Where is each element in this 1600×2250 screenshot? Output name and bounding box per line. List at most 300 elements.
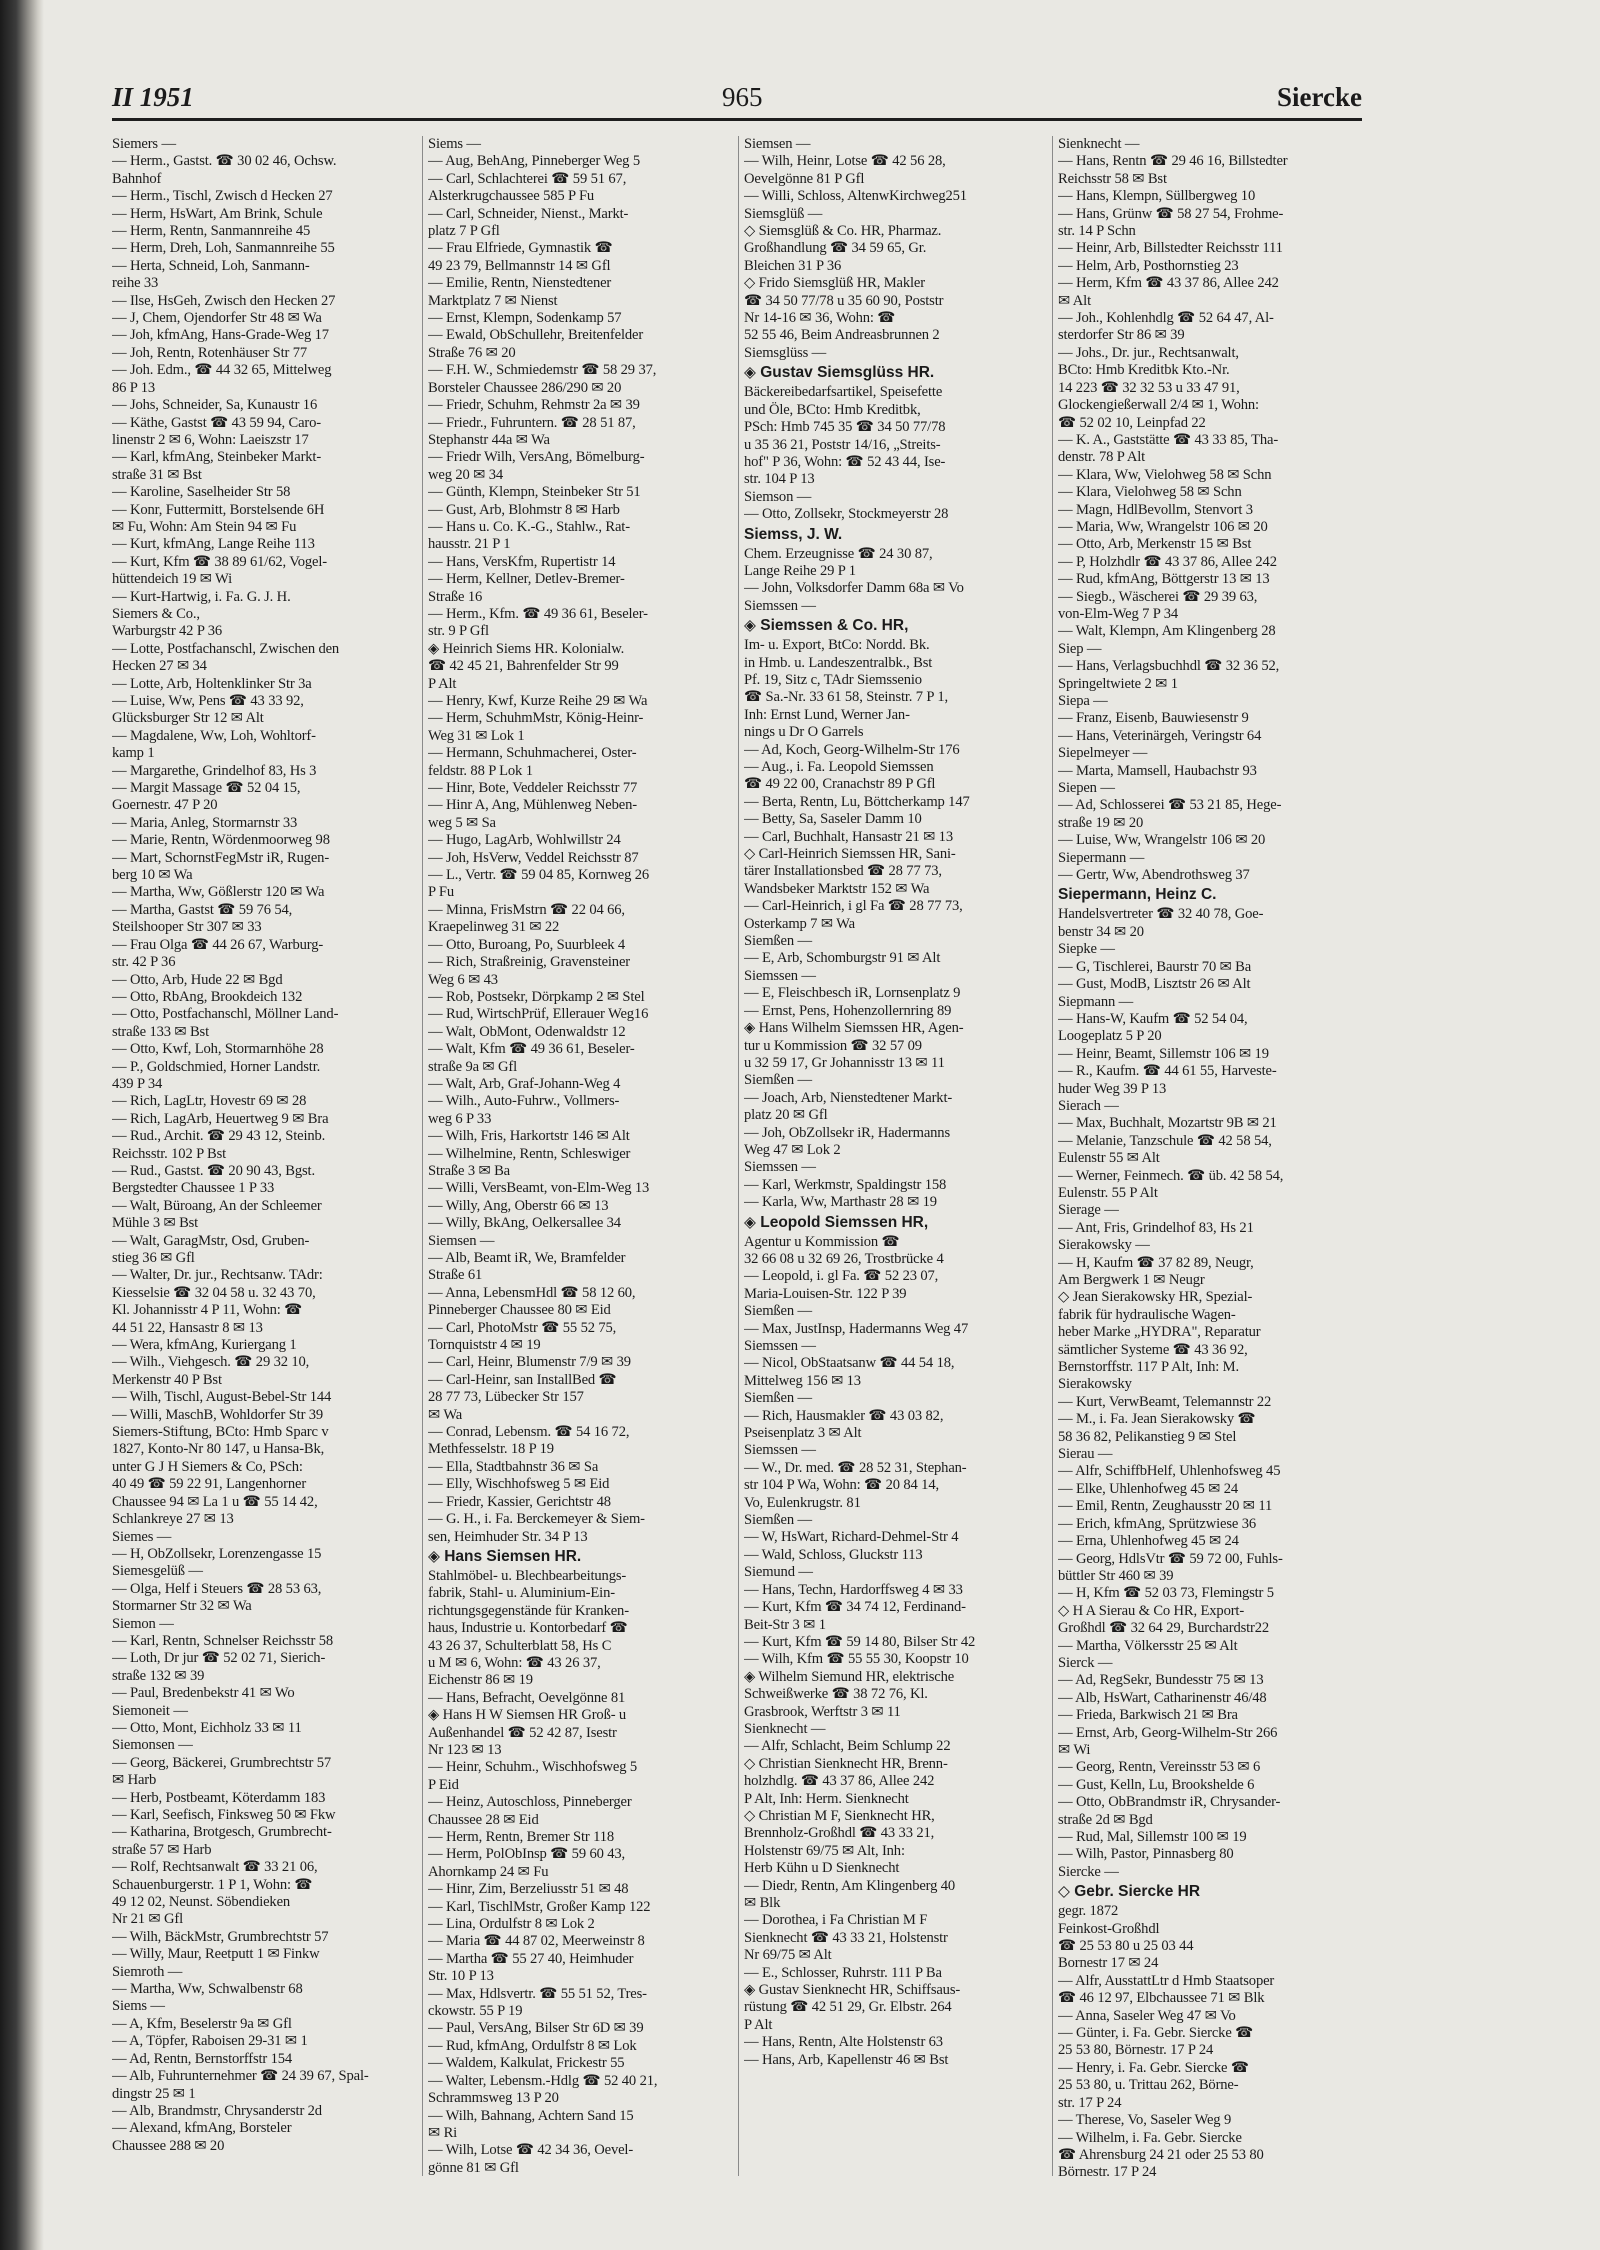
directory-entry-line: nings u Dr O Garrels [744, 724, 864, 741]
directory-entry-line: — Kurt, VerwBeamt, Telemannstr 22 [1058, 1393, 1272, 1410]
directory-entry-line: Siemsen — [428, 1232, 495, 1249]
directory-entry-line: — Rich, LagLtr, Hovestr 69 ✉ 28 [112, 1093, 307, 1110]
book-spine-shadow [0, 0, 44, 2250]
directory-entry-line: — Johs., Dr. jur., Rechtsanwalt, [1058, 344, 1239, 361]
directory-entry-line: Sierage — [1058, 1202, 1119, 1219]
directory-entry-line: weg 6 P 33 [428, 1110, 492, 1127]
directory-entry-line: Weg 6 ✉ 43 [428, 971, 498, 988]
directory-entry-line: — Herm, SchuhmMstr, König-Heinr- [428, 710, 644, 727]
directory-entry-line: Hecken 27 ✉ 34 [112, 658, 207, 675]
directory-entry-line: ◈ Hans Wilhelm Siemssen HR, Agen- [744, 1020, 964, 1037]
directory-entry-line: 86 P 13 [112, 379, 156, 396]
directory-entry-line: — Aug, BehAng, Pinneberger Weg 5 [428, 153, 640, 170]
directory-entry-line: ☎ 49 22 00, Cranachstr 89 P Gfl [744, 776, 936, 793]
directory-entry-line: — Loth, Dr jur ☎ 52 02 71, Sierich- [112, 1650, 326, 1667]
directory-entry-line: — E, Arb, Schomburgstr 91 ✉ Alt [744, 950, 941, 967]
directory-entry-line: Siems — [112, 1998, 165, 2015]
directory-entry-line: — Walter, Dr. jur., Rechtsanw. TAdr: [112, 1267, 323, 1284]
directory-entry-line: — Wilh., Auto-Fuhrw., Vollmers- [428, 1093, 620, 1110]
directory-entry-line: Siemßen — [744, 1390, 812, 1407]
directory-entry-line: — Ad, Schlosserei ☎ 53 21 85, Hege- [1058, 797, 1282, 814]
directory-entry-line: — Margarethe, Grindelhof 83, Hs 3 [112, 762, 317, 779]
directory-entry-line: str. 9 P Gfl [428, 623, 489, 640]
directory-entry-line: ✉ Wa [428, 1406, 463, 1423]
directory-entry-line: — Diedr, Rentn, Am Klingenberg 40 [744, 1877, 956, 1894]
directory-entry-line: — Maria, Ww, Wrangelstr 106 ✉ 20 [1058, 518, 1268, 535]
directory-entry-line: — Alb, Fuhrunternehmer ☎ 24 39 67, Spal- [112, 2068, 369, 2085]
directory-entry-line: Siemroth — [112, 1963, 183, 1980]
directory-entry-line: str. 104 P 13 [744, 471, 815, 488]
directory-entry-line: — Rud, WirtschPrüf, Ellerauer Weg16 [428, 1006, 649, 1023]
directory-entry-line: — Herm, Dreh, Loh, Sanmannreihe 55 [112, 240, 335, 257]
directory-entry-line: 28 77 73, Lübecker Str 157 [428, 1389, 584, 1406]
directory-entry-line: — Joh, Rentn, Rotenhäuser Str 77 [112, 344, 308, 361]
directory-entry-line: — Heinz, Autoschloss, Pinneberger [428, 1794, 632, 1811]
directory-entry-line: — Rud, kfmAng, Böttgerstr 13 ✉ 13 [1058, 571, 1270, 588]
directory-page [112, 72, 1362, 2192]
directory-entry-line: Alsterkrugchaussee 585 P Fu [428, 188, 595, 205]
directory-entry-line: P Fu [428, 884, 455, 901]
directory-entry-line: — Wald, Schloss, Gluckstr 113 [744, 1546, 923, 1563]
directory-entry-line: — Otto, Arb, Hude 22 ✉ Bgd [112, 971, 283, 988]
directory-entry-line: — Joh, kfmAng, Hans-Grade-Weg 17 [112, 327, 329, 344]
directory-entry-line: — Katharina, Brotgesch, Grumbrecht- [112, 1824, 332, 1841]
directory-entry-line: — Henry, i. Fa. Gebr. Siercke ☎ [1058, 2059, 1249, 2076]
directory-entry-line: — Georg, Rentn, Vereinsstr 53 ✉ 6 [1058, 1759, 1261, 1776]
directory-entry-line: 439 P 34 [112, 1075, 163, 1092]
directory-entry-line: Mühle 3 ✉ Bst [112, 1215, 199, 1232]
directory-entry-line: Sienknecht — [744, 1720, 826, 1737]
directory-entry-line: straße 133 ✉ Bst [112, 1023, 209, 1040]
directory-entry-line: str. 17 P 24 [1058, 2094, 1122, 2111]
directory-entry-line: — Carl, Heinr, Blumenstr 7/9 ✉ 39 [428, 1354, 631, 1371]
directory-entry-line: Holstenstr 69/75 ✉ Alt, Inh: [744, 1842, 905, 1859]
directory-entry-line: — Hans-W, Kaufm ☎ 52 54 04, [1058, 1010, 1248, 1027]
directory-entry-line: Str. 10 P 13 [428, 1968, 494, 1985]
directory-entry-line: — Walt, GaragMstr, Osd, Gruben- [112, 1232, 310, 1249]
directory-entry-line: — Alfr, SchiffbHelf, Uhlenhofsweg 45 [1058, 1463, 1281, 1480]
directory-entry-line: — Magdalene, Ww, Loh, Wohltorf- [112, 727, 316, 744]
directory-entry-line: — Conrad, Lebensm. ☎ 54 16 72, [428, 1424, 630, 1441]
directory-entry-line: Siemson — [744, 488, 812, 505]
directory-entry-line: fabrik, Stahl- u. Aluminium-Ein- [428, 1585, 615, 1602]
directory-entry-line: — Hugo, LagArb, Wohlwillstr 24 [428, 832, 621, 849]
directory-entry-line: gönne 81 ✉ Gfl [428, 2159, 519, 2176]
directory-entry-line: Beit-Str 3 ✉ 1 [744, 1616, 826, 1633]
directory-entry-line: — Franz, Eisenb, Bauwiesenstr 9 [1058, 710, 1249, 727]
directory-entry-line: — Georg, Bäckerei, Grumbrechtstr 57 [112, 1754, 331, 1771]
directory-entry-line: Chem. Erzeugnisse ☎ 24 30 87, [744, 545, 933, 562]
directory-entry-line: — Rud, Mal, Sillemstr 100 ✉ 19 [1058, 1829, 1247, 1845]
firm-heading: ◈ Hans Siemsen HR. [428, 1547, 582, 1565]
directory-entry-line: Chaussee 288 ✉ 20 [112, 2137, 225, 2154]
column-4 [1058, 136, 1362, 2176]
directory-entry-line: Brennholz-Großhdl ☎ 43 33 21, [744, 1825, 935, 1842]
directory-entry-line: hüttendeich 19 ✉ Wi [112, 571, 232, 588]
directory-entry-line: — Hans u. Co. K.-G., Stahlw., Rat- [428, 518, 630, 535]
directory-entry-line: — Minna, FrisMstrn ☎ 22 04 66, [428, 901, 625, 918]
directory-entry-line: u 32 59 17, Gr Johannisstr 13 ✉ 11 [744, 1054, 945, 1071]
directory-entry-line: Bergstedter Chaussee 1 P 33 [112, 1180, 275, 1197]
directory-entry-line: ◈ Heinrich Siems HR. Kolonialw. [428, 640, 625, 657]
firm-heading: Siemss, J. W. [744, 525, 843, 543]
column-divider [738, 136, 739, 2176]
directory-entry-line: — Wilh, Fris, Harkortstr 146 ✉ Alt [428, 1128, 630, 1145]
column-3 [744, 136, 1048, 2176]
directory-entry-line: — Max, Hdlsvertr. ☎ 55 51 52, Tres- [428, 1985, 647, 2002]
directory-entry-line: — Wilh, BäckMstr, Grumbrechtstr 57 [112, 1928, 329, 1945]
page-keyword: Siercke [1277, 82, 1362, 112]
directory-entry-line: straße 2d ✉ Bgd [1058, 1811, 1153, 1828]
directory-entry-line: Chaussee 28 ✉ Eid [428, 1811, 539, 1828]
directory-entry-line: P Alt [428, 675, 457, 692]
directory-entry-line: PSch: Hmb 745 35 ☎ 34 50 77/78 [744, 419, 946, 436]
directory-entry-line: ◇ H A Sierau & Co HR, Export- [1058, 1602, 1245, 1619]
directory-entry-line: — Elly, Wischhofsweg 5 ✉ Eid [428, 1476, 610, 1493]
directory-entry-line: Eulenstr. 55 P Alt [1058, 1184, 1158, 1201]
directory-entry-line: ☎ 42 45 21, Bahrenfelder Str 99 [428, 658, 619, 675]
directory-entry-line: — Joh. Edm., ☎ 44 32 65, Mittelweg [112, 362, 332, 379]
directory-entry-line: Glücksburger Str 12 ✉ Alt [112, 710, 264, 727]
directory-entry-line: ✉ Fu, Wohn: Am Stein 94 ✉ Fu [112, 518, 297, 535]
directory-entry-line: ✉ Blk [744, 1895, 781, 1911]
directory-entry-line: — Johs, Schneider, Sa, Kunaustr 16 [112, 397, 318, 414]
directory-entry-line: — Rud., Gastst. ☎ 20 90 43, Bgst. [112, 1162, 315, 1179]
directory-entry-line: 49 23 79, Bellmannstr 14 ✉ Gfl [428, 257, 611, 274]
directory-entry-line: Tornquiststr 4 ✉ 19 [428, 1337, 541, 1354]
directory-entry-line: 49 12 02, Neunst. Söbendieken [112, 1894, 291, 1911]
directory-entry-line: Siepen — [1058, 780, 1115, 797]
directory-entry-line: — Kurt, Kfm ☎ 59 14 80, Bilser Str 42 [744, 1633, 976, 1650]
directory-entry-line: ◇ Christian Sienknecht HR, Brenn- [744, 1755, 948, 1772]
directory-entry-line: Sierakowsky [1058, 1376, 1132, 1393]
directory-entry-line: rüstung ☎ 42 51 29, Gr. Elbstr. 264 [744, 1999, 952, 2016]
directory-entry-line: Siems — [428, 136, 481, 152]
directory-entry-line: platz 7 P Gfl [428, 223, 500, 240]
directory-entry-line: — Rich, LagArb, Heuertweg 9 ✉ Bra [112, 1110, 329, 1127]
directory-entry-line: Pinneberger Chaussee 80 ✉ Eid [428, 1302, 611, 1319]
directory-entry-line: — Friedr, Kassier, Gerichtstr 48 [428, 1493, 611, 1510]
column-1 [112, 136, 416, 2176]
directory-entry-line: Siemsen — [744, 136, 811, 152]
directory-entry-line: Siepa — [1058, 693, 1108, 709]
directory-entry-line: — Hans, Veterinärgeh, Veringstr 64 [1058, 727, 1262, 744]
directory-entry-line: Goernestr. 47 P 20 [112, 797, 218, 814]
directory-entry-line: linenstr 2 ✉ 6, Wohn: Laeiszstr 17 [112, 431, 309, 448]
directory-entry-line: Nr 21 ✉ Gfl [112, 1911, 183, 1928]
directory-entry-line: — W., Dr. med. ☎ 28 52 31, Stephan- [744, 1459, 967, 1476]
directory-entry-line: — Otto, Buroang, Po, Suurbleek 4 [428, 936, 626, 953]
directory-entry-line: — Frau Olga ☎ 44 26 67, Warburg- [112, 936, 324, 953]
directory-entry-line: — Klara, Vielohweg 58 ✉ Schn [1058, 484, 1242, 501]
directory-entry-line: — Karla, Ww, Marthastr 28 ✉ 19 [744, 1194, 937, 1211]
directory-entry-line: straße 31 ✉ Bst [112, 466, 202, 483]
directory-entry-line: Loogeplatz 5 P 20 [1058, 1028, 1162, 1045]
directory-entry-line: — Otto, Kwf, Loh, Stormarnhöhe 28 [112, 1041, 324, 1058]
directory-entry-line: — Werner, Feinmech. ☎ üb. 42 58 54, [1058, 1167, 1284, 1184]
directory-entry-line: — Frieda, Barkwisch 21 ✉ Bra [1058, 1707, 1238, 1724]
directory-entry-line: — Kurt, kfmAng, Lange Reihe 113 [112, 536, 315, 553]
directory-entry-line: — Rolf, Rechtsanwalt ☎ 33 21 06, [112, 1859, 318, 1876]
directory-entry-line: — Max, Buchhalt, Mozartstr 9B ✉ 21 [1058, 1115, 1277, 1132]
directory-entry-line: — Hans, VersKfm, Rupertistr 14 [428, 553, 616, 570]
directory-entry-line: Steilshooper Str 307 ✉ 33 [112, 919, 262, 936]
directory-entry-line: — Anna, Saseler Weg 47 ✉ Vo [1058, 2007, 1236, 2024]
directory-entry-line: Stormarner Str 32 ✉ Wa [112, 1598, 252, 1615]
directory-entry-line: — Klara, Ww, Vielohweg 58 ✉ Schn [1058, 466, 1272, 483]
directory-entry-line: — Rob, Postsekr, Dörpkamp 2 ✉ Stel [428, 988, 645, 1005]
directory-entry-line: Siemsglüss — [744, 344, 827, 361]
directory-entry-line: — Karl, kfmAng, Steinbeker Markt- [112, 449, 322, 466]
directory-entry-line: — Herm, PolObInsp ☎ 59 60 43, [428, 1846, 626, 1863]
directory-entry-line: — E, Fleischbesch iR, Lornsenplatz 9 [744, 985, 961, 1002]
directory-entry-line: — Kurt-Hartwig, i. Fa. G. J. H. [112, 588, 291, 605]
directory-entry-line: — Gust, Kelln, Lu, Brookshelde 6 [1058, 1776, 1255, 1793]
directory-entry-line: Siemon — [112, 1615, 174, 1632]
directory-entry-line: Siemssen — [744, 1159, 816, 1176]
directory-entry-line: 40 49 ☎ 59 22 91, Langenhorner [112, 1476, 307, 1493]
directory-entry-line: — Hermann, Schuhmacherei, Oster- [428, 745, 637, 762]
directory-entry-line: Reichsstr. 102 P Bst [112, 1145, 227, 1162]
directory-entry-line: — Nicol, ObStaatsanw ☎ 44 54 18, [744, 1355, 955, 1372]
directory-entry-line: Pf. 19, Sitz c, TAdr Siemssenio [744, 671, 922, 688]
directory-entry-line: hof" P 36, Wohn: ☎ 52 43 44, Ise- [744, 453, 946, 470]
directory-entry-line: u 35 36 21, Poststr 14/16, „Streits- [744, 436, 941, 453]
directory-entry-line: Stahlmöbel- u. Blechbearbeitungs- [428, 1567, 627, 1584]
directory-entry-line: — A, Kfm, Beselerstr 9a ✉ Gfl [112, 2015, 292, 2032]
directory-entry-line: — Walt, Kfm ☎ 49 36 61, Beseler- [428, 1041, 635, 1058]
directory-entry-line: büttler Str 460 ✉ 39 [1058, 1567, 1174, 1584]
directory-entry-line: — Marie, Rentn, Wördenmoorweg 98 [112, 832, 330, 849]
directory-entry-line: Chaussee 94 ✉ La 1 u ☎ 55 14 42, [112, 1493, 318, 1510]
directory-entry-line: — Georg, HdlsVtr ☎ 59 72 00, Fuhls- [1058, 1550, 1283, 1567]
directory-entry-line: Im- u. Export, BtCo: Nordd. Bk. [744, 637, 930, 654]
directory-entry-line: Kraepelinweg 31 ✉ 22 [428, 919, 560, 936]
directory-entry-line: ◈ Wilhelm Siemund HR, elektrische [744, 1668, 955, 1685]
directory-entry-line: — Ilse, HsGeh, Zwisch den Hecken 27 [112, 292, 336, 309]
directory-entry-line: — Paul, Bredenbekstr 41 ✉ Wo [112, 1685, 295, 1702]
directory-entry-line: ☎ Sa.-Nr. 33 61 58, Steinstr. 7 P 1, [744, 689, 948, 706]
header-rule [112, 118, 1362, 121]
directory-entry-line: P Alt, Inh: Herm. Sienknecht [744, 1790, 909, 1807]
directory-entry-line: — Carl, PhotoMstr ☎ 55 52 75, [428, 1319, 617, 1336]
directory-entry-line: Lange Reihe 29 P 1 [744, 562, 856, 579]
directory-entry-line: Siepmann — [1058, 993, 1134, 1010]
directory-entry-line: und Öle, BCto: Hmb Kreditbk, [744, 401, 921, 418]
directory-entry-line: — Marta, Mamsell, Haubachstr 93 [1058, 762, 1257, 779]
directory-entry-line: Osterkamp 7 ✉ Wa [744, 915, 855, 932]
directory-entry-line: 25 53 80, Börnestr. 17 P 24 [1058, 2042, 1214, 2059]
directory-entry-line: Warburgstr 42 P 36 [112, 623, 223, 640]
directory-entry-line: Sienknecht ☎ 43 33 21, Holstenstr [744, 1929, 948, 1946]
directory-entry-line: Grasbrook, Werftstr 3 ✉ 11 [744, 1703, 901, 1720]
directory-entry-line: ☎ 34 50 77/78 u 35 60 90, Poststr [744, 292, 944, 309]
directory-entry-line: Siemoneit — [112, 1702, 188, 1719]
directory-entry-line: — Carl-Heinr, san InstallBed ☎ [428, 1371, 617, 1388]
directory-entry-line: ◇ Carl-Heinrich Siemssen HR, Sani- [744, 846, 956, 863]
directory-entry-line: — Martha, Ww, Gößlerstr 120 ✉ Wa [112, 884, 325, 901]
directory-entry-line: — L., Vertr. ☎ 59 04 85, Kornweg 26 [428, 867, 650, 884]
directory-entry-line: straße 57 ✉ Harb [112, 1841, 212, 1858]
directory-entry-line: — Walter, Lebensm.-Hdlg ☎ 52 40 21, [428, 2072, 658, 2089]
directory-entry-line: — Friedr Wilh, VersAng, Bömelburg- [428, 449, 645, 466]
directory-entry-line: Weg 31 ✉ Lok 1 [428, 727, 525, 744]
directory-entry-line: tur u Kommission ☎ 32 57 09 [744, 1037, 922, 1054]
directory-entry-line: — Otto, RbAng, Brookdeich 132 [112, 988, 303, 1005]
directory-entry-line: Siemßen — [744, 933, 812, 950]
directory-entry-line: — Ad, RegSekr, Bundesstr 75 ✉ 13 [1058, 1672, 1264, 1689]
directory-entry-line: P Eid [428, 1776, 459, 1793]
directory-entry-line: — Joach, Arb, Nienstedtener Markt- [744, 1089, 953, 1106]
directory-entry-line: — Walt, Klempn, Am Klingenberg 28 [1058, 623, 1276, 640]
directory-entry-line: — Alfr, Schlacht, Beim Schlump 22 [744, 1738, 951, 1755]
directory-entry-line: — Emilie, Rentn, Nienstedtener [428, 275, 612, 292]
directory-entry-line: Siemssen — [744, 1338, 816, 1354]
directory-entry-line: — Wilhelm, i. Fa. Gebr. Siercke [1058, 2129, 1242, 2146]
directory-entry-line: — Joh., Kohlenhdlg ☎ 52 64 47, Al- [1058, 310, 1274, 327]
directory-entry-line: — Wilh, Heinr, Lotse ☎ 42 56 28, [744, 153, 946, 170]
directory-entry-line: Kl. Johannisstr 4 P 11, Wohn: ☎ [112, 1302, 303, 1319]
directory-entry-line: — Paul, VersAng, Bilser Str 6D ✉ 39 [428, 2020, 644, 2037]
directory-entry-line: Siemssen — [744, 597, 816, 614]
directory-entry-line: Straße 3 ✉ Ba [428, 1162, 511, 1179]
directory-entry-line: — Helm, Arb, Posthornstieg 23 [1058, 257, 1239, 274]
firm-heading: ◈ Gustav Siemsglüss HR. [744, 364, 935, 382]
directory-entry-line: — W, HsWart, Richard-Dehmel-Str 4 [744, 1529, 959, 1546]
directory-entry-line: 25 53 80, u. Trittau 262, Börne- [1058, 2077, 1239, 2094]
directory-entry-line: Handelsvertreter ☎ 32 40 78, Goe- [1058, 906, 1264, 923]
directory-entry-line: — Karl, Rentn, Schnelser Reichsstr 58 [112, 1632, 334, 1649]
directory-entry-line: — Wera, kfmAng, Kuriergang 1 [112, 1337, 297, 1354]
directory-entry-line: str. 14 P Schn [1058, 223, 1136, 240]
directory-entry-line: Bäckereibedarfsartikel, Speisefette [744, 384, 943, 401]
directory-entry-line: — Willi, Schloss, AltenwKirchweg251 [744, 188, 967, 205]
directory-entry-line: heber Marke „HYDRA", Reparatur [1058, 1324, 1261, 1341]
directory-entry-line: — Friedr, Schuhm, Rehmstr 2a ✉ 39 [428, 397, 640, 414]
directory-entry-line: Siemesgelüß — [112, 1563, 203, 1580]
directory-entry-line: Vo, Eulenkrugstr. 81 [744, 1494, 861, 1511]
directory-entry-line: — Herm., Tischl, Zwisch d Hecken 27 [112, 188, 333, 205]
directory-entry-line: ◇ Christian M F, Sienknecht HR, [744, 1807, 935, 1824]
directory-entry-line: — Herm, Kellner, Detlev-Bremer- [428, 571, 625, 588]
directory-entry-line: — Wilh, Lotse ☎ 42 34 36, Oevel- [428, 2142, 634, 2159]
directory-entry-line: Siep — [1058, 640, 1102, 657]
directory-entry-line: — Max, JustInsp, Hadermanns Weg 47 [744, 1320, 969, 1337]
directory-entry-line: holzhdlg. ☎ 43 37 86, Allee 242 [744, 1773, 935, 1790]
directory-entry-line: — John, Volksdorfer Damm 68a ✉ Vo [744, 580, 964, 597]
directory-entry-line: denstr. 78 P Alt [1058, 449, 1146, 466]
directory-entry-line: ☎ 25 53 80 u 25 03 44 [1058, 1938, 1194, 1955]
directory-entry-line: unter G J H Siemers & Co, PSch: [112, 1458, 303, 1475]
directory-entry-line: 1827, Konto-Nr 80 147, u Hansa-Bk, [112, 1441, 325, 1458]
directory-entry-line: — Gust, ModB, Lisztstr 26 ✉ Alt [1058, 976, 1251, 993]
directory-entry-line: str 104 P Wa, Wohn: ☎ 20 84 14, [744, 1477, 939, 1494]
directory-entry-line: Reichsstr 58 ✉ Bst [1058, 170, 1167, 187]
directory-entry-line: Merkenstr 40 P Bst [112, 1371, 222, 1388]
directory-entry-line: Siemßen — [744, 1303, 812, 1320]
directory-entry-line: — Alb, Beamt iR, We, Bramfelder [428, 1250, 626, 1266]
directory-entry-line: Bernstorffstr. 117 P Alt, Inh: M. [1058, 1359, 1239, 1376]
directory-entry-line: Herb Kühn u D Sienknecht [744, 1860, 900, 1877]
firm-heading: ◈ Leopold Siemssen HR, [744, 1213, 929, 1231]
directory-entry-line: straße 132 ✉ 39 [112, 1667, 205, 1684]
directory-entry-line: — Waldem, Kalkulat, Frickestr 55 [428, 2055, 625, 2072]
directory-entry-line: Sierakowsky — [1058, 1237, 1150, 1254]
directory-entry-line: Stephanstr 44a ✉ Wa [428, 431, 550, 448]
directory-entry-line: — Maria ☎ 44 87 02, Meerweinstr 8 [428, 1933, 645, 1950]
directory-entry-line: — Lotte, Postfachanschl, Zwischen den [112, 640, 340, 657]
directory-entry-line: — Carl, Schlachterei ☎ 59 51 67, [428, 170, 627, 187]
directory-entry-line: Siemsglüß — [744, 205, 823, 222]
directory-entry-line: ☎ 46 12 97, Elbchaussee 71 ✉ Blk [1058, 1990, 1265, 2007]
directory-entry-line: — Lina, Ordulfstr 8 ✉ Lok 2 [428, 1916, 595, 1933]
directory-entry-line: — Erna, Uhlenhofweg 45 ✉ 24 [1058, 1533, 1239, 1550]
directory-entry-line: — Betty, Sa, Saseler Damm 10 [744, 811, 922, 828]
directory-entry-line: Siemonsen — [112, 1737, 193, 1754]
directory-entry-line: — Rud., Archit. ☎ 29 43 12, Steinb. [112, 1128, 326, 1145]
column-2 [428, 136, 732, 2176]
directory-entry-line: — Carl-Heinrich, i gl Fa ☎ 28 77 73, [744, 898, 963, 915]
directory-entry-line: — Wilh, Bahnang, Achtern Sand 15 [428, 2107, 634, 2124]
directory-entry-line: — Willy, BkAng, Oelkersallee 34 [428, 1215, 621, 1232]
directory-entry-line: — Joh, ObZollsekr iR, Hadermanns [744, 1124, 950, 1141]
directory-entry-line: — Gertr, Ww, Abendrothsweg 37 [1058, 867, 1250, 884]
directory-entry-line: — Herm, HsWart, Am Brink, Schule [112, 205, 323, 222]
directory-entry-line: Siemers-Stiftung, BCto: Hmb Sparc v [112, 1424, 329, 1441]
directory-entry-line: — Alb, Brandmstr, Chrysanderstr 2d [112, 2102, 322, 2119]
directory-entry-line: — Margit Massage ☎ 52 04 15, [112, 780, 301, 797]
directory-entry-line: Am Bergwerk 1 ✉ Neugr [1058, 1272, 1205, 1288]
directory-entry-line: — Karl, TischlMstr, Großer Kamp 122 [428, 1898, 651, 1915]
directory-entry-line: — Emil, Rentn, Zeughausstr 20 ✉ 11 [1058, 1498, 1273, 1515]
directory-entry-line: Straße 16 [428, 588, 483, 605]
directory-entry-line: str. 42 P 36 [112, 954, 176, 971]
directory-entry-line: — Wilh, Tischl, August-Bebel-Str 144 [112, 1389, 332, 1406]
directory-entry-line: ✉ Alt [1058, 292, 1091, 309]
directory-entry-line: — Willi, MaschB, Wohldorfer Str 39 [112, 1406, 324, 1423]
directory-entry-line: — Alb, HsWart, Catharinenstr 46/48 [1058, 1689, 1267, 1706]
directory-entry-line: — Ant, Fris, Grindelhof 83, Hs 21 [1058, 1219, 1254, 1236]
directory-entry-line: 52 55 46, Beim Andreasbrunnen 2 [744, 327, 940, 344]
directory-entry-line: Wandsbeker Marktstr 152 ✉ Wa [744, 880, 930, 897]
directory-entry-line: Nr 14-16 ✉ 36, Wohn: ☎ [744, 310, 896, 327]
directory-entry-line: 58 36 82, Pelikanstieg 9 ✉ Stel [1058, 1428, 1237, 1445]
directory-entry-line: ☎ Ahrensburg 24 21 oder 25 53 80 [1058, 2146, 1264, 2163]
directory-entry-line: — Rich, Hausmakler ☎ 43 03 82, [744, 1407, 944, 1424]
directory-entry-line: — Wilh, Pastor, Pinnasberg 80 [1058, 1846, 1234, 1863]
directory-entry-line: — Ernst, Arb, Georg-Wilhelm-Str 266 [1058, 1724, 1278, 1741]
directory-entry-line: — Herb, Postbeamt, Köterdamm 183 [112, 1789, 326, 1806]
firm-heading: ◇ Gebr. Siercke HR [1058, 1883, 1201, 1901]
directory-entry-line: — Gust, Arb, Blohmstr 8 ✉ Harb [428, 501, 620, 518]
directory-entry-line: Weg 47 ✉ Lok 2 [744, 1141, 841, 1158]
directory-entry-line: — Martha, Gastst ☎ 59 76 54, [112, 901, 293, 918]
firm-heading: ◈ Siemssen & Co. HR, [744, 617, 909, 635]
directory-entry-line: Schweißwerke ☎ 38 72 76, Kl. [744, 1686, 928, 1703]
directory-entry-line: — Anna, LebensmHdl ☎ 58 12 60, [428, 1284, 636, 1301]
directory-entry-line: — Erich, kfmAng, Sprützwiese 36 [1058, 1515, 1257, 1532]
directory-entry-line: weg 20 ✉ 34 [428, 466, 504, 483]
directory-entry-line: — Elke, Uhlenhofweg 45 ✉ 24 [1058, 1480, 1239, 1497]
directory-entry-line: — Hans, Klempn, Süllbergweg 10 [1058, 188, 1256, 205]
directory-entry-line: — R., Kaufm. ☎ 44 61 55, Harveste- [1058, 1063, 1277, 1080]
directory-entry-line: — Carl, Buchhalt, Hansastr 21 ✉ 13 [744, 828, 953, 845]
directory-entry-line: Siemßen — [744, 1512, 812, 1529]
directory-entry-line: — Hans, Rentn, Alte Holstenstr 63 [744, 2034, 943, 2051]
directory-entry-line: Siercke — [1058, 1863, 1119, 1880]
directory-entry-line: — Kurt, Kfm ☎ 34 74 12, Ferdinand- [744, 1599, 966, 1616]
directory-entry-line: 44 51 22, Hansastr 8 ✉ 13 [112, 1319, 263, 1336]
